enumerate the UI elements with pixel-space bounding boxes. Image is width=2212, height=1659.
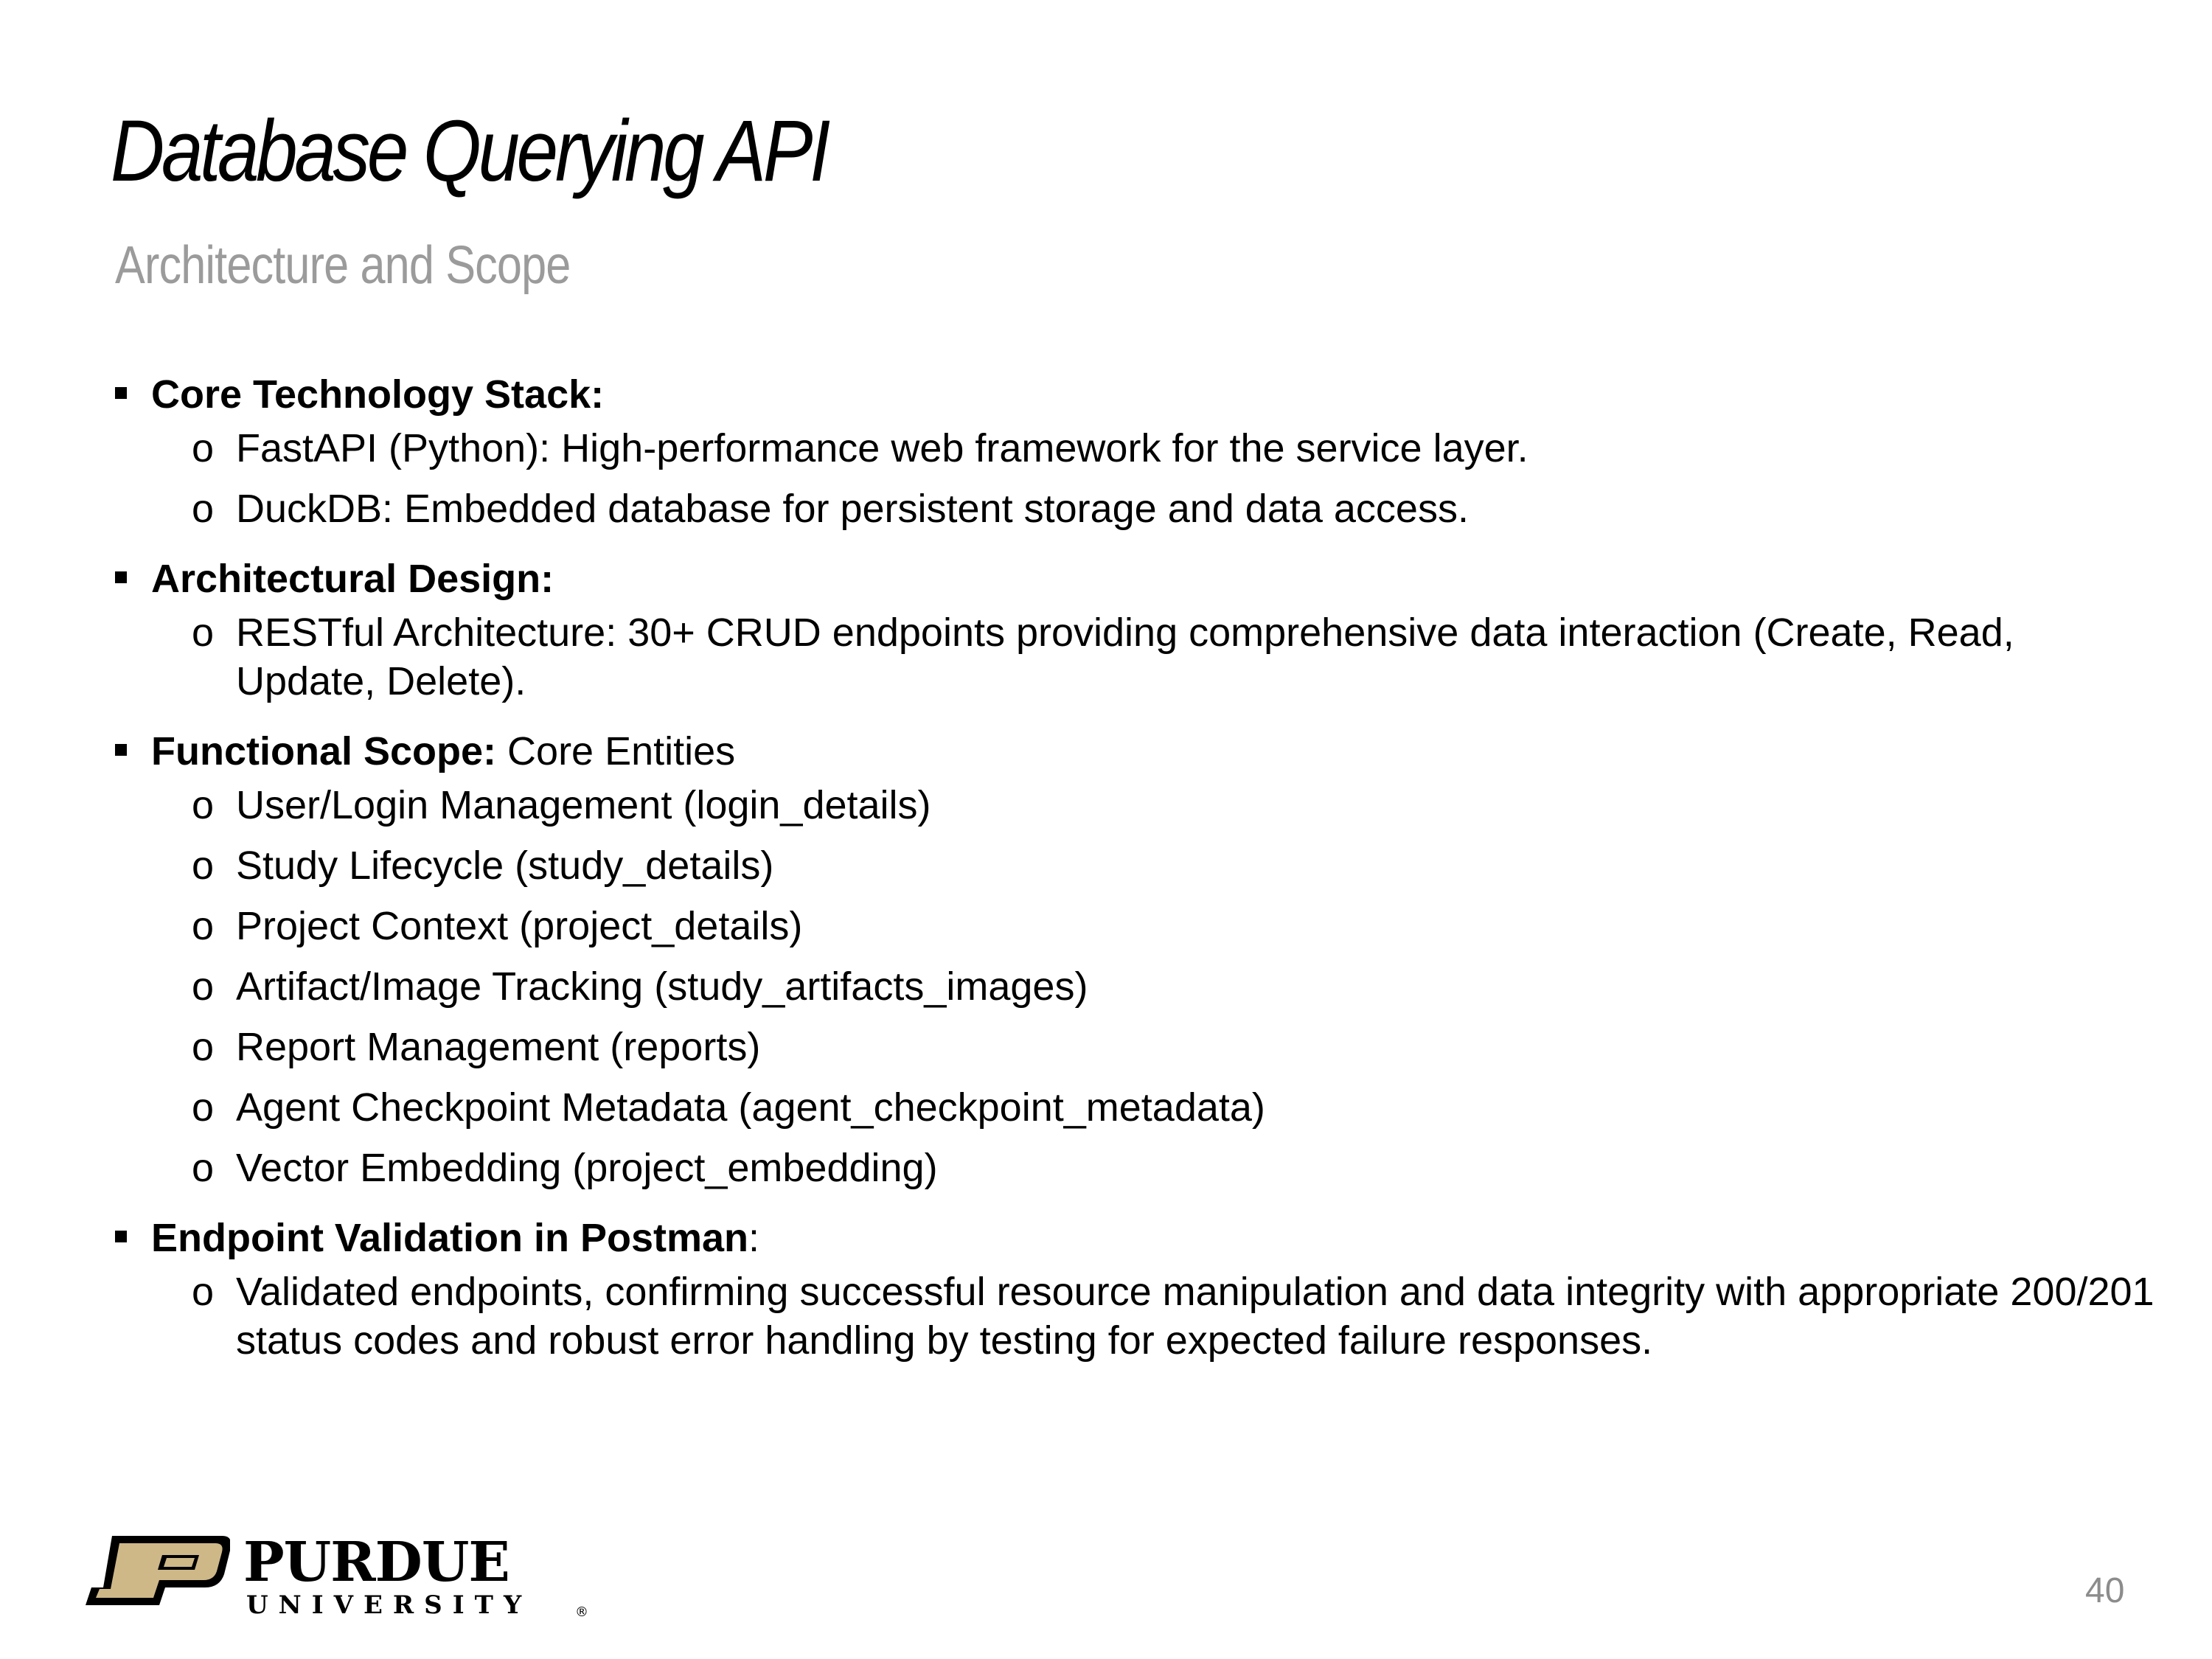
- section-architectural-design: [111, 549, 2138, 706]
- section-heading: [111, 1208, 2138, 1267]
- circle-bullet-icon: o: [192, 1025, 215, 1069]
- list-item-text: Study Lifecycle (study_details): [236, 844, 774, 888]
- square-bullet-icon: [115, 571, 127, 583]
- slide-subtitle: Architecture and Scope: [115, 236, 571, 295]
- sub-list: [111, 424, 2138, 533]
- section-heading: [111, 549, 2138, 608]
- purdue-logo: [83, 1530, 588, 1626]
- section-heading-label: Endpoint Validation in Postman: [151, 1216, 749, 1260]
- list-item-text: Agent Checkpoint Metadata (agent_checkpoint_metadata): [236, 1085, 1265, 1130]
- list-item-text: RESTful Architecture: 30+ CRUD endpoints providing comprehensive data interaction (Create, Read, Update, Delete).: [236, 611, 2014, 703]
- circle-bullet-icon: o: [192, 611, 215, 655]
- circle-bullet-icon: o: [192, 426, 215, 470]
- list-item: [111, 841, 2138, 890]
- sub-list: [111, 608, 2138, 706]
- list-item: [111, 1023, 2138, 1071]
- circle-bullet-icon: o: [192, 964, 215, 1009]
- list-item-text: Report Management (reports): [236, 1025, 761, 1069]
- circle-bullet-icon: o: [192, 844, 215, 888]
- list-item: [111, 1083, 2138, 1132]
- section-endpoint-validation: [111, 1208, 2154, 1365]
- section-heading-label: Functional Scope:: [151, 729, 497, 773]
- list-item: [111, 484, 2138, 533]
- circle-bullet-icon: o: [192, 904, 215, 948]
- page-number: 40: [2085, 1571, 2125, 1610]
- list-item: [111, 608, 2042, 706]
- circle-bullet-icon: o: [192, 1270, 215, 1314]
- circle-bullet-icon: o: [192, 1085, 215, 1130]
- square-bullet-icon: [115, 744, 127, 756]
- list-item: [111, 962, 2138, 1011]
- list-item: [111, 902, 2138, 950]
- circle-bullet-icon: o: [192, 783, 215, 827]
- slide-title: Database Querying API: [111, 102, 828, 200]
- list-item: [111, 1267, 2183, 1365]
- logo-subtext: UNIVERSITY: [246, 1590, 532, 1620]
- list-item: [111, 781, 2138, 830]
- sub-list: [111, 781, 2138, 1192]
- circle-bullet-icon: o: [192, 1146, 215, 1190]
- section-heading-label: Core Technology Stack:: [151, 372, 605, 417]
- list-item-text: User/Login Management (login_details): [236, 783, 931, 827]
- list-item-text: Project Context (project_details): [236, 904, 803, 948]
- square-bullet-icon: [115, 387, 127, 399]
- list-item: [111, 1144, 2138, 1192]
- section-functional-scope: [111, 722, 2138, 1192]
- purdue-p-logo-icon: [83, 1530, 230, 1611]
- logo-wordmark: PURDUE: [243, 1531, 509, 1594]
- slide-content: [111, 365, 2154, 1381]
- list-item-text: DuckDB: Embedded database for persistent storage and data access.: [236, 487, 1469, 531]
- list-item-text: FastAPI (Python): High-performance web framework for the service layer.: [236, 426, 1528, 470]
- section-heading-label: Architectural Design:: [151, 557, 554, 601]
- registered-mark: ®: [575, 1604, 588, 1620]
- list-item-text: Vector Embedding (project_embedding): [236, 1146, 938, 1190]
- list-item-text: Artifact/Image Tracking (study_artifacts_images): [236, 964, 1088, 1009]
- square-bullet-icon: [115, 1231, 127, 1242]
- section-heading: [111, 722, 2138, 781]
- list-item: [111, 424, 2138, 473]
- section-heading-suffix: Core Entities: [496, 729, 736, 773]
- list-item-text: Validated endpoints, confirming successful resource manipulation and data integrity with appropriate 200/201 status codes and robust error handling by testing for expected failure responses.: [236, 1270, 2154, 1363]
- circle-bullet-icon: o: [192, 487, 215, 531]
- section-heading: [111, 365, 2138, 424]
- section-heading-suffix: :: [748, 1216, 760, 1260]
- sub-list: [111, 1267, 2154, 1365]
- section-core-technology-stack: [111, 365, 2138, 533]
